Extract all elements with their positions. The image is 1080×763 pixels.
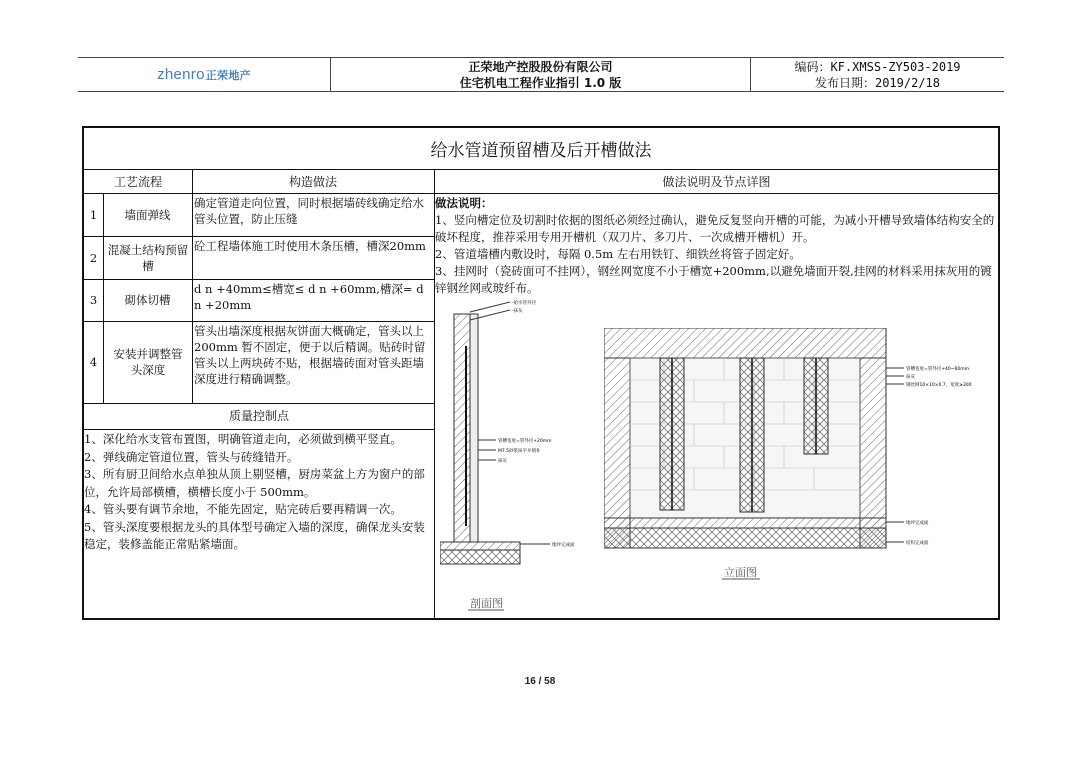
section-caption: 剖面图: [470, 597, 503, 610]
floor-structure: [440, 550, 520, 564]
note-item: 1、竖向槽定位及切割时依据的图纸必须经过确认，避免反复竖向开槽的可能，为减小开槽导致墙体结构安全的破坏程度，推荐采用专用开槽机（双刀片、多刀片、一次成槽开槽机）开。: [435, 213, 995, 244]
quality-item: 3、所有厨卫间给水点单独从顶上剔竖槽，厨房菜盆上方为窗户的部位，允许局部横槽，横槽长度小于 500mm。: [84, 467, 425, 499]
floor-structure: [604, 528, 886, 548]
note-item: 3、挂网时（瓷砖面可不挂网），钢丝网宽度不小于槽宽+200mm,以避免墙面开裂,挂网的材料采用抹灰用的镀锌钢丝网或玻纤布。: [435, 264, 992, 295]
section-drawing: [440, 300, 600, 618]
row-number: 1: [89, 208, 98, 222]
label-pipe: -給水管外径: [512, 301, 537, 306]
doc-code: 编码：KF.XMSS-ZY503-2019: [794, 59, 961, 74]
label-plaster: 抹灰: [906, 375, 915, 380]
label-plaster: -抹灰: [512, 309, 523, 314]
page-header: [78, 57, 1004, 92]
wall-section: [454, 314, 470, 542]
quality-item: 1、深化给水支管布置图，明确管道走向，必须做到横平竖直。: [84, 432, 402, 446]
row-method: 砼工程墙体施工时使用木条压槽，槽深20mm: [194, 239, 426, 253]
grid-line: [84, 429, 434, 430]
label-floor-finish: 地坪完成面: [552, 543, 575, 548]
notes-heading: 做法说明：: [435, 196, 493, 210]
label-floor-finish: 地坪完成面: [906, 521, 929, 526]
header-title-block: [331, 58, 751, 91]
header-meta-block: [751, 58, 1004, 91]
row-method: d n +40mm≤槽宽≤ d n +60mm,槽深= d n +20mm: [194, 282, 424, 312]
row-method: 管头出墙深度根据灰饼面大概确定，管头以上 200mm 暂不固定，便于以后精调。贴砖时留管头以上两块砖不贴，根据墙砖面对管头距墙深度进行精确调整。: [194, 324, 426, 386]
label-mortar: M7.5砂浆抹平并填补: [498, 449, 541, 454]
quality-heading: 质量控制点: [228, 409, 289, 423]
row-method: 确定管道走向位置，同时根据墙砖线确定给水管头位置，防止压缝: [194, 196, 424, 226]
row-number: 2: [89, 250, 98, 265]
floor-finish: [604, 518, 886, 528]
main-table: [82, 126, 1000, 620]
row-process: 砌体切槽: [124, 293, 171, 307]
label-structure: 结构完成面: [906, 541, 929, 546]
col-header-process: 工艺流程: [84, 170, 192, 194]
elevation-drawing: [604, 328, 998, 616]
col-header-detail: 做法说明及节点详图: [435, 170, 998, 194]
row-number: 3: [89, 293, 98, 307]
plaster-layer: [470, 314, 478, 542]
quality-list: [84, 431, 434, 554]
quality-item: 4、管头要有调节余地，不能先固定，贴完砖后要再精调一次。: [84, 502, 402, 516]
company-logo: [78, 58, 331, 91]
top-beam: [604, 328, 886, 358]
page-number: 16 / 58: [524, 676, 556, 687]
row-process: 混凝土结构预留槽: [107, 242, 189, 273]
table-title: 给水管道预留槽及后开槽做法: [84, 128, 998, 170]
label-mesh: 钢丝网10×10×0.7，宽度≥300: [906, 383, 972, 388]
leader-line: [470, 302, 510, 312]
detail-notes: [435, 195, 999, 297]
guide-name: 住宅机电工程作业指引 1.0 版: [459, 75, 622, 90]
label-slot-width: 管槽宽度=管外径+20mm: [498, 439, 552, 444]
row-process: 墙面弹线: [124, 208, 171, 222]
quality-item: 5、管头深度要根据龙头的具体型号确定入墙的深度，确保龙头安装稳定，装修盖能正常贴紧墙面。: [84, 519, 425, 551]
note-item: 2、管道墙槽内敷设时，每隔 0.5m 左右用铁钉、细铁丝将管子固定好。: [435, 247, 801, 261]
label-plaster-2: 抹灰: [498, 459, 507, 464]
row-process: 安装并调整管头深度: [113, 347, 183, 377]
label-slot-width: 管槽宽度=管外径+40~60mm: [906, 367, 970, 372]
grid-line: [192, 194, 193, 403]
elevation-caption: 立面图: [724, 566, 757, 579]
row-number: 4: [89, 355, 98, 369]
grid-line: [192, 170, 193, 194]
logo-text: zhenro: [157, 66, 205, 83]
col-header-method: 构造做法: [192, 170, 434, 194]
publish-date: 发布日期：2019/2/18: [814, 75, 941, 90]
logo-cn: 正荣地产: [205, 69, 251, 82]
floor-slab: [440, 542, 520, 550]
company-name: 正荣地产控股股份有限公司: [468, 59, 613, 74]
quality-item: 2、弹线确定管道位置，管头与砖缝错开。: [84, 449, 299, 464]
